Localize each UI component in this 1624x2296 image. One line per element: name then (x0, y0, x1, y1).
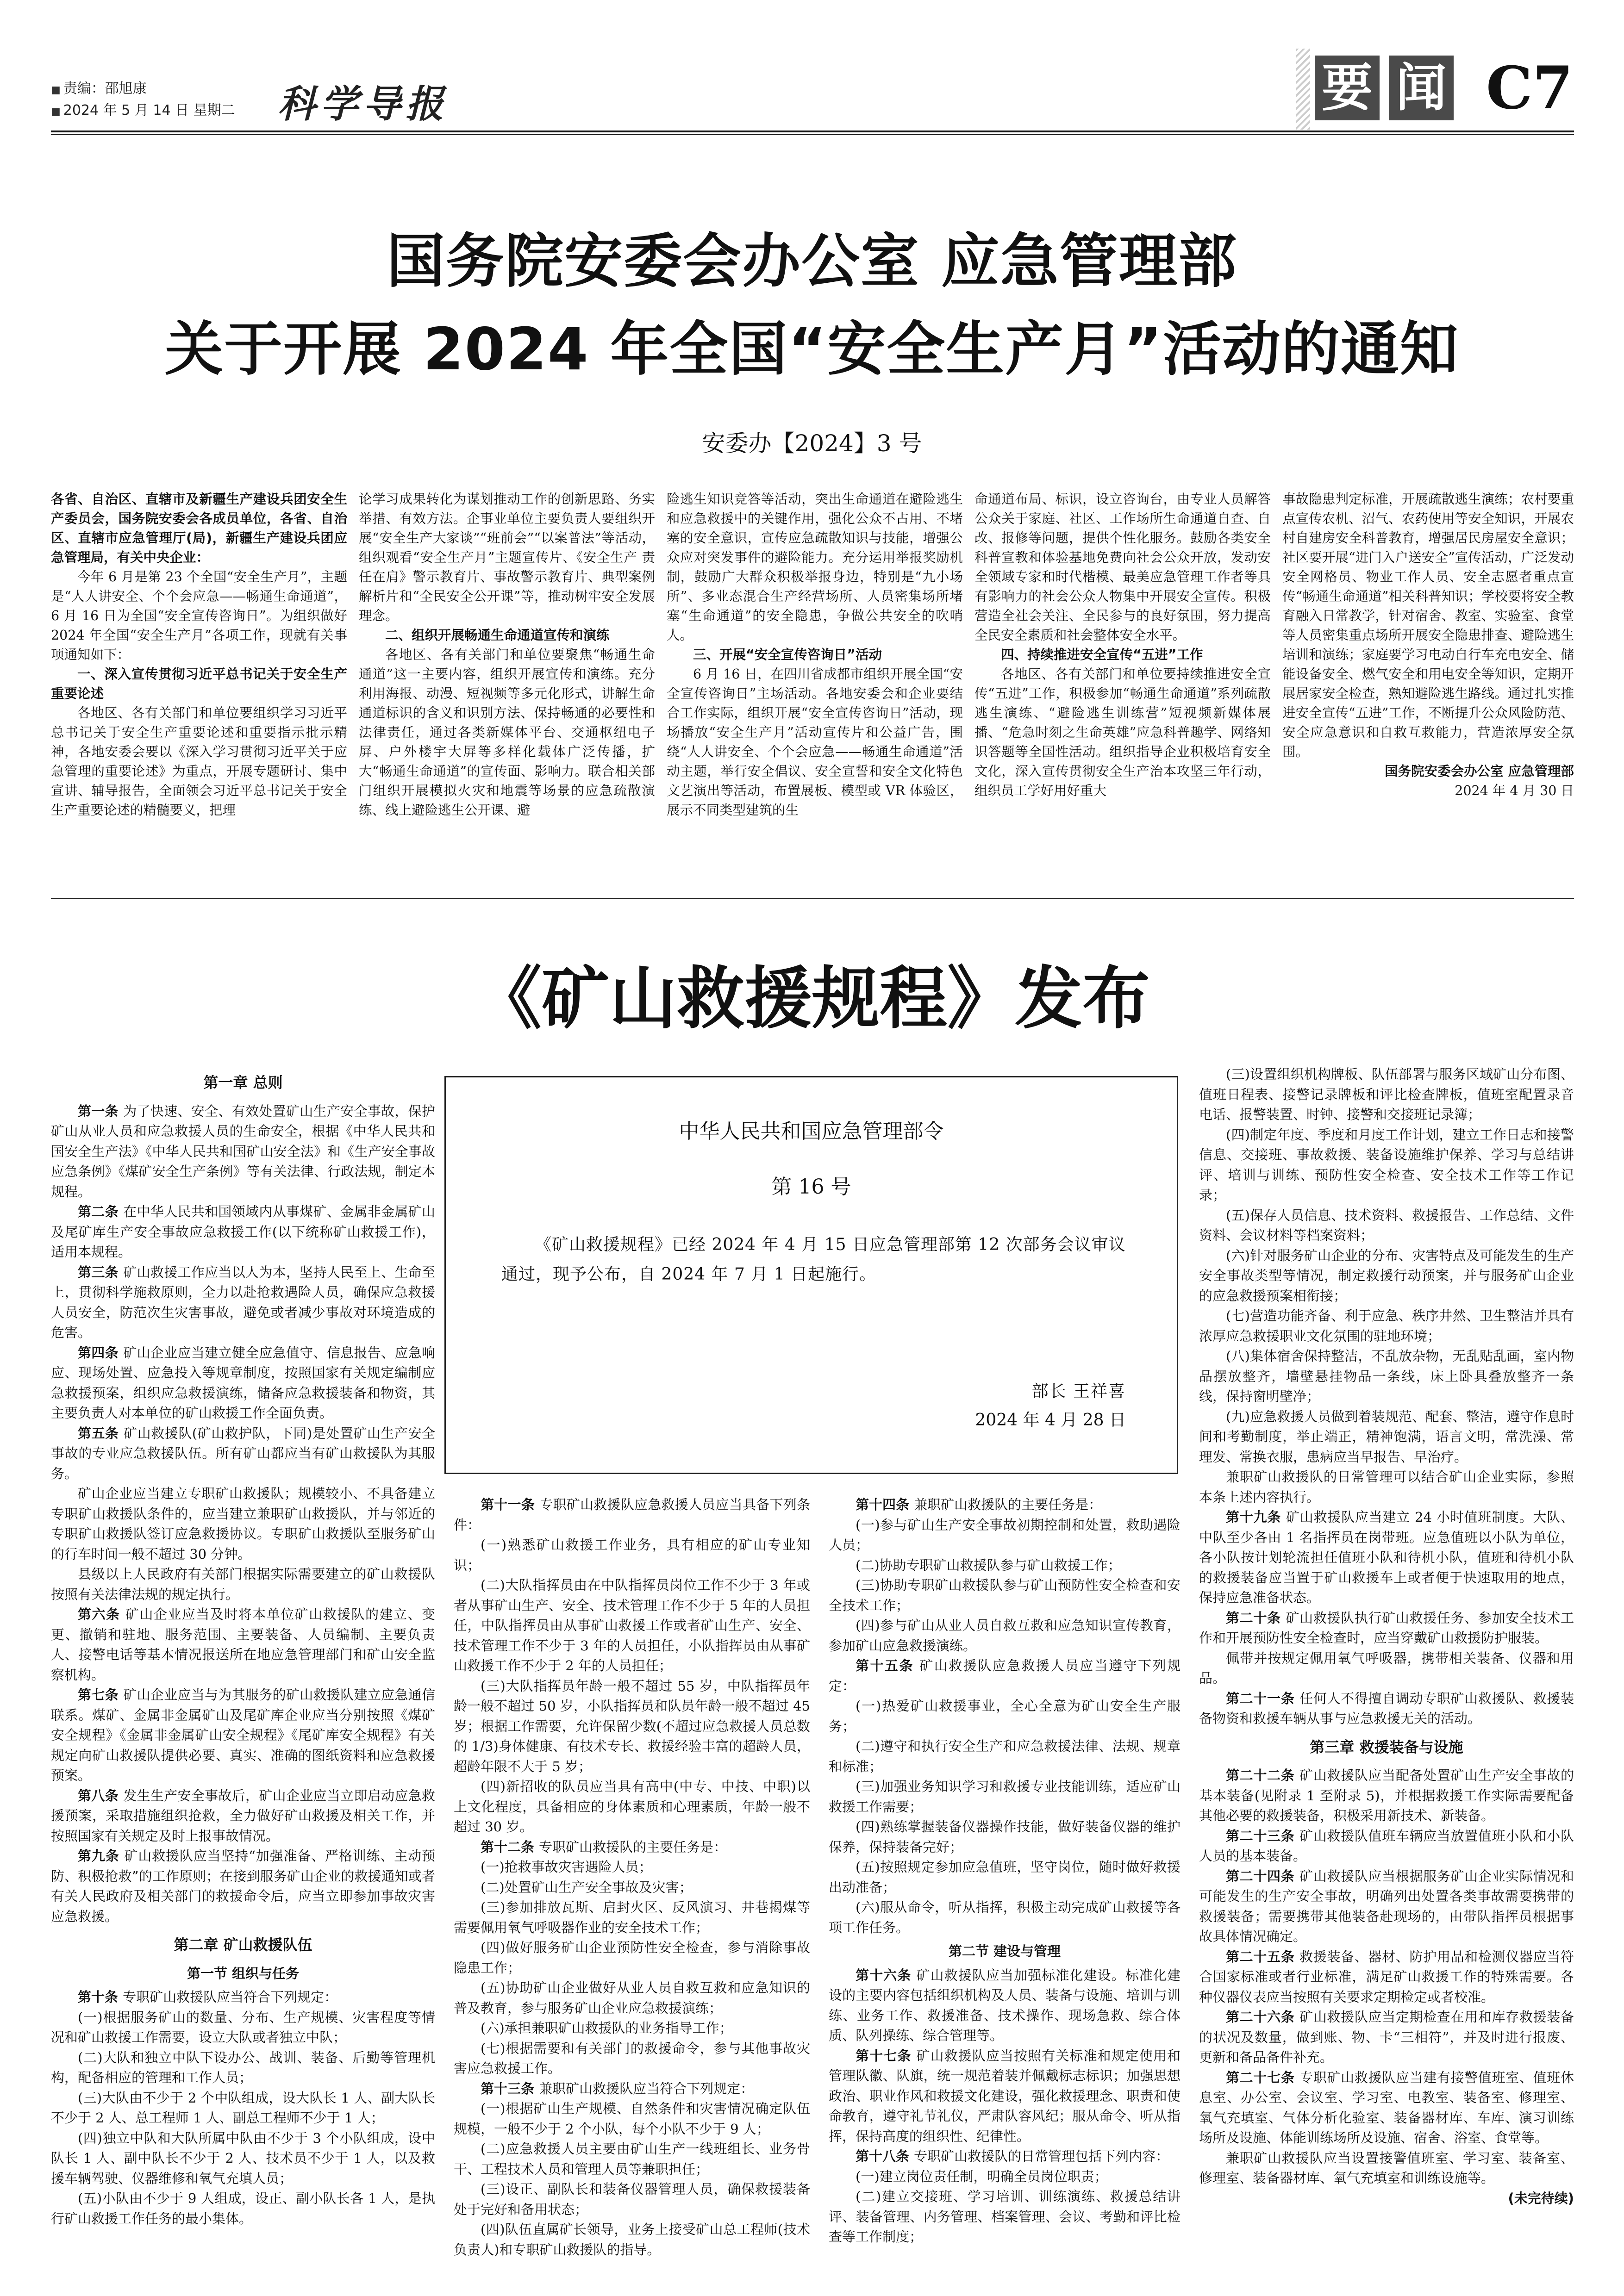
paragraph: 各地区、各有关部门和单位要聚焦“畅通生命通道”这一主要内容，组织开展宣传和演练。充分利用海报、动漫、短视频等多元化形式，讲解生命通道标识的含义和识别方法、保持畅通的必要性和法律责任，通过各类新媒体平台、交通枢纽电子屏、户外楼宇大屏等多样化载体广泛传播，扩大“畅通生命通道”的宣传面、影响力。联合相关部门组织开展模拟火灾和地震等场景的应急疏散演练、线上避险逃生公开课、避 (359, 647, 655, 818)
article1-doc-number: 安委办【2024】3 号 (702, 430, 922, 457)
article-paragraph (1199, 1507, 1574, 1608)
paragraph: (二)大队和独立中队下设办公、战训、装备、后勤等管理机构，配备相应的管理和工作人员； (51, 2049, 435, 2085)
article2-column-4 (1199, 1064, 1574, 2286)
paragraph: (六)针对服务矿山企业的分布、灾害特点及可能发生的生产安全事故类型等情况，制定救援行动预案，并与服务矿山企业的应急救援预案相衔接； (1199, 1247, 1574, 1304)
paragraph: (二)大队指挥员由在中队指挥员岗位工作不少于 3 年或者从事矿山生产、安全、技术管理工作不少于 5 年的人员担任，中队指挥员由从事矿山救援工作或者矿山生产、安全、技术管理工作不少于 3 年的人员担任，小队指挥员由从事矿山救援工作不少于 2 年的人员担任； (454, 1577, 810, 1674)
article-paragraph (829, 1966, 1181, 2046)
section-subheading: 第一节 组织与任务 (187, 1965, 300, 1981)
article-text: 矿山救援队应当配备处置矿山生产安全事故的基本装备(见附录 1 至附录 5)，并根据救援工作实际需要配备其他必要的救援装备，积极采用新技术、新装备。 (1199, 1767, 1574, 1823)
section-heading: 一、深入宣传贯彻习近平总书记关于安全生产重要论述 (51, 666, 347, 701)
article-number: 第二十七条 (1226, 2069, 1300, 2085)
paragraph: (一)建立岗位责任制，明确全员岗位职责； (856, 2168, 1108, 2184)
chapter-heading: 第三章 救援装备与设施 (1310, 1738, 1463, 1756)
article-number: 第十九条 (1226, 1509, 1287, 1525)
article-number: 第十一条 (481, 1497, 540, 1512)
article-text: 矿山救援队应当定期检查在用和库存救援装备的状况及数量，做到账、物、卡“三相符”，并及时进行报废、更新和备品备件补充。 (1199, 2009, 1574, 2065)
article-paragraph (51, 1605, 435, 1685)
section-heading: 三、开展“安全宣传咨询日”活动 (693, 647, 882, 662)
paragraph: (七)根据需要和有关部门的救援命令，参与其他事故灾害应急救援工作。 (454, 2040, 810, 2076)
paragraph: (四)队伍直属矿长领导，业务上接受矿山总工程师(技术负责人)和专职矿山救援队的指导。 (454, 2221, 810, 2258)
article-text: 为了快速、安全、有效处置矿山生产安全事故，保护矿山从业人员和应急救援人员的生命安全，根据《中华人民共和国安全生产法》《中华人民共和国矿山安全法》和《生产安全事故应急条例》《煤矿安全生产条例》等有关法律、行政法规，制定本规程。 (51, 1103, 435, 1200)
article-paragraph (51, 1987, 435, 2008)
article-text: 发生生产安全事故后，矿山企业应当立即启动应急救援预案，采取措施组织抢救，全力做好矿山救援及相关工作，并按照国家有关规定及时上报事故情况。 (51, 1787, 435, 1844)
article-text: 在中华人民共和国领域内从事煤矿、金属非金属矿山及尾矿库生产安全事故应急救援工作(以下统称矿山救援工作)，适用本规程。 (51, 1204, 435, 1260)
article-text: 救援装备、器材、防护用品和检测仪器应当符合国家标准或者行业标准，满足矿山救援工作的特殊需要。各种仪器仪表应当按照有关要求定期检定或者校准。 (1199, 1948, 1574, 2005)
article1-column-3 (667, 490, 963, 855)
paragraph: 兼职矿山救援队应当设置接警值班室、学习室、装备室、修理室、装备器材库、氧气充填室和训练设施等。 (1199, 2150, 1574, 2186)
paragraph: (七)营造功能齐备、利于应急、秩序井然、卫生整洁并具有浓厚应急救援职业文化氛围的驻地环境； (1199, 1308, 1574, 1344)
article1-column-5 (1282, 490, 1574, 855)
article-paragraph (1199, 1826, 1574, 1867)
article-text: 兼职矿山救援队应当符合下列规定： (539, 2080, 754, 2097)
section-heading: 二、组织开展畅通生命通道宣传和演练 (385, 628, 610, 643)
paragraph: (六)承担兼职矿山救援队的业务指导工作； (481, 2020, 733, 2036)
paragraph: 6 月 16 日，在四川省成都市组织开展全国“安全宣传咨询日”主场活动。各地安委会和企业要结合工作实际，组织开展“安全宣传咨询日”活动，现场播放“安全生产月”活动宣传片和公益广告，围绕“人人讲安全、个个会应急——畅通生命通道”活动主题，举行安全倡议、安全宣誓和安全文化特色文艺演出等活动，布置展板、模型或 VR 体验区，展示不同类型建筑的生 (667, 666, 963, 818)
order-number: 第 16 号 (771, 1175, 851, 1199)
article-paragraph (454, 1495, 810, 1535)
article-text: 矿山企业应当与为其服务的矿山救援队建立应急通信联系。煤矿、金属非金属矿山及尾矿库企业应当分别按照《煤矿安全规程》《金属非金属矿山安全规程》《尾矿库安全规程》有关规定向矿山救援队提供必要、真实、准确的图纸资料和应急救援预案。 (51, 1687, 435, 1783)
paragraph: (三)参加排放瓦斯、启封火区、反风演习、井巷揭煤等需要佩用氧气呼吸器作业的安全技术工作； (454, 1899, 810, 1935)
paragraph: (六)服从命令，听从指挥，积极主动完成矿山救援等各项工作任务。 (829, 1899, 1181, 1935)
paragraph: (五)协助矿山企业做好从业人员自救互救和应急知识的普及教育，参与服务矿山企业应急救援演练； (454, 1980, 810, 2016)
chapter-heading: 第一章 总则 (203, 1074, 283, 1091)
paragraph: (四)参与矿山从业人员自救互救和应急知识宣传教育，参加矿山应急救援演练。 (829, 1618, 1181, 1654)
header-rule-thin (51, 134, 1574, 135)
article-number: 第十三条 (481, 2080, 539, 2097)
paragraph: (四)做好服务矿山企业预防性安全检查，参与消除事故隐患工作； (454, 1940, 810, 1976)
article1-title-line2: 关于开展 2024 年全国“安全生产月”活动的通知 (164, 315, 1460, 383)
header-hatch-decoration (1296, 49, 1310, 130)
section-char-1: 要 (1315, 56, 1380, 120)
salutation: 命通道布局、标识，设立咨询台，由专业人员解答公众关于家庭、社区、工作场所生命通道自查、自改、报修等问题，提供个性化服务。鼓励各类安全科普宣教和体验基地免费向社会公众开放，发动安全领域专家和时代楷模、最美应急管理工作者等具有影响力的社会公众人物集中开展安全宣传。积极营造全社会关注、全民参与的良好氛围，努力提高全民安全素质和社会整体安全水平。 (974, 492, 1271, 643)
article-text: 任何人不得擅自调动专职矿山救援队、救援装备物资和救援车辆从事与应急救援无关的活动。 (1199, 1690, 1574, 1726)
section-char-2: 闻 (1389, 56, 1454, 120)
article1-title-line1: 国务院安委会办公室 应急管理部 (387, 227, 1237, 295)
paragraph: 各地区、各有关部门和单位要持续推进安全宣传“五进”工作，积极参加“畅通生命通道”系列疏散逃生演练、“避险逃生训练营”短视频新媒体展播、“危急时刻之生命英雄”应急科普趣学、网络知识答题等全国性活动。组织指导企业积极培育安全文化，深入宣传贯彻安全生产治本攻坚三年行动，组织员工学好用好重大 (974, 666, 1271, 798)
article-text: 专职矿山救援队应急救援人员应当具备下列条件： (454, 1497, 810, 1533)
paragraph: (五)小队由不少于 9 人组成，设正、副小队长各 1 人，是执行矿山救援工作任务的最小集体。 (51, 2190, 435, 2227)
article2-title: 《矿山救援规程》发布 (474, 959, 1150, 1038)
signature: 国务院安委会办公室 应急管理部 (1385, 764, 1574, 779)
article-text: 兼职矿山救援队的主要任务是： (914, 1497, 1102, 1512)
article-paragraph (51, 1263, 435, 1343)
article-text: 矿山救援队值班车辆应当放置值班小队和小队人员的基本装备。 (1199, 1828, 1574, 1864)
paragraph: (一)熟悉矿山救援工作业务，具有相应的矿山专业知识； (454, 1537, 810, 1573)
article-paragraph (51, 1685, 435, 1786)
article2-column-1 (51, 1064, 435, 2286)
paragraph: (一)参与矿山生产安全事故初期控制和处置，救助遇险人员； (829, 1517, 1181, 1553)
paragraph: (三)协助专职矿山救援队参与矿山预防性安全检查和安全技术工作； (829, 1577, 1181, 1613)
paragraph: 佩带并按规定佩用氧气呼吸器，携带相关装备、仪器和用品。 (1199, 1650, 1574, 1686)
paragraph: 县级以上人民政府有关部门根据实际需要建立的矿山救援队按照有关法律法规的规定执行。 (51, 1566, 435, 1602)
paragraph: (三)设正、副队长和装备仪器管理人员，确保救援装备处于完好和备用状态； (454, 2181, 810, 2217)
article-number: 第十二条 (481, 1839, 539, 1855)
chapter-heading: 第二章 矿山救援队伍 (174, 1936, 312, 1954)
article-text: 专职矿山救援队应当符合下列规定： (123, 1989, 338, 2005)
paragraph: (三)设置组织机构牌板、队伍部署与服务区域矿山分布图、值班日程表、接警记录牌板和评比检查牌板，值班室配置录音电话、报警装置、时钟、接警和交接班记录簿； (1199, 1066, 1574, 1122)
paragraph: (二)协助专职矿山救援队参与矿山救援工作； (856, 1557, 1121, 1573)
article-number: 第九条 (78, 1848, 125, 1864)
paragraph: (三)大队由不少于 2 个中队组成，设大队长 1 人、副大队长不少于 2 人、总工程师 1 人、副总工程师不少于 1 人； (51, 2090, 435, 2126)
order-body: 《矿山救援规程》已经 2024 年 4 月 15 日应急管理部第 12 次部务会议审议通过，现予公布，自 2024 年 7 月 1 日起施行。 (501, 1235, 1126, 1284)
article-number: 第十五条 (856, 1658, 920, 1674)
article-paragraph (1199, 1608, 1574, 1649)
article-paragraph (1199, 1947, 1574, 2008)
article-number: 第十条 (78, 1989, 123, 2005)
paragraph: (二)遵守和执行安全生产和应急救援法律、法规、规章和标准； (829, 1738, 1181, 1774)
page-number: C7 (1486, 54, 1573, 122)
article-number: 第七条 (78, 1687, 124, 1703)
article-paragraph (829, 2147, 1181, 2167)
article-number: 第八条 (78, 1787, 124, 1804)
page-header-meta (51, 79, 235, 122)
article-number: 第二十一条 (1226, 1690, 1300, 1706)
paragraph: (五)保存人员信息、技术资料、救援报告、工作总结、文件资料、会议材料等档案资料； (1199, 1207, 1574, 1243)
paragraph: 今年 6 月是第 23 个全国“安全生产月”，主题是“人人讲安全、个个会应急——畅通生命通道”，6 月 16 日为全国“安全宣传咨询日”。为组织做好 2024 年全国“安全生产月”各项工作，现就有关事项通知如下： (51, 569, 347, 662)
paragraph: (一)抢救事故灾害遇险人员； (481, 1859, 652, 1875)
section-subheading: 第二节 建设与管理 (948, 1943, 1061, 1959)
article-paragraph (1199, 1689, 1574, 1729)
paragraph: (四)新招收的队员应当具有高中(中专、中技、中职)以上文化程度，具备相应的身体素质和心理素质，年龄一般不超过 30 岁。 (454, 1779, 810, 1835)
article-number: 第一条 (78, 1103, 124, 1119)
to-be-continued: (未完待续) (1508, 2190, 1574, 2206)
paragraph: (一)根据服务矿山的数量、分布、生产规模、灾害程度等情况和矿山救援工作需要，设立大队或者独立中队； (51, 2009, 435, 2045)
section-heading: 四、持续推进安全宣传“五进”工作 (1001, 647, 1203, 662)
article-number: 第二十二条 (1226, 1767, 1300, 1783)
article-text: 矿山救援队应当按照有关标准和规定使用和管理队徽、队旗，统一规范着装并佩戴标志标识；加强思想政治、职业作风和救援文化建设，强化救援理念、职责和使命教育，遵守礼节礼仪，严肃队容风纪；服从命令、听从指挥，保持高度的组织性、纪律性。 (829, 2047, 1181, 2144)
article-text: 专职矿山救援队应当建有接警值班室、值班休息室、办公室、会议室、学习室、电教室、装备室、修理室、氧气充填室、气体分析化验室、装备器材库、车库、演习训练场所及设施、体能训练场所及设施、宿舍、浴室、食堂等。 (1199, 2069, 1574, 2146)
article-paragraph (1199, 1766, 1574, 1826)
article2-column-2 (454, 1495, 810, 2286)
article-text: 矿山救援队应当加强标准化建设。标准化建设的主要内容包括组织机构及人员、装备与设施、培训与训练、业务工作、救援准备、技术操作、现场急救、综合体质、队列操练、综合管理等。 (829, 1967, 1181, 2043)
article-paragraph (51, 1202, 435, 1263)
article-number: 第六条 (78, 1606, 125, 1622)
date-line: ■ 2024 年 5 月 14 日 星期二 (51, 100, 235, 122)
article1-column-2 (359, 490, 655, 855)
article-text: 矿山企业应当建立健全应急值守、信息报告、应急响应、现场处置、应急投入等规章制度，按照国家有关规定编制应急救援预案，组织应急救援演练，储备应急救援装备和物资，其主要负责人对本单位的矿山救援工作全面负责。 (51, 1344, 435, 1421)
paragraph: (五)按照规定参加应急值班，坚守岗位，随时做好救援出动准备； (829, 1859, 1181, 1895)
article-text: 专职矿山救援队的主要任务是： (539, 1839, 727, 1855)
article-number: 第二十五条 (1226, 1948, 1300, 1965)
paragraph: (二)建立交接班、学习培训、训练演练、救援总结讲评、装备管理、内务管理、档案管理、会议、考勤和评比检查等工作制度； (829, 2189, 1181, 2245)
article-paragraph (829, 2046, 1181, 2147)
article-paragraph (1199, 1867, 1574, 1947)
article-number: 第二十六条 (1226, 2009, 1300, 2025)
article-paragraph (829, 1656, 1181, 1696)
article-number: 第二十条 (1226, 1610, 1286, 1626)
article-text: 矿山企业应当及时将本单位矿山救援队的建立、变更、撤销和驻地、服务范围、主要装备、人员编制、主要负责人、接警电话等基本情况报送所在地应急管理部门和矿山安全监察机构。 (51, 1606, 435, 1683)
article-paragraph (454, 1837, 810, 1858)
paragraph: (八)集体宿舍保持整洁，不乱放杂物，无乱贴乱画，室内物品摆放整齐，墙壁悬挂物品一条线，床上卧具叠放整齐一条线，保持窗明壁净； (1199, 1348, 1574, 1404)
paragraph: (三)加强业务知识学习和救援专业技能训练，适应矿山救援工作需要； (829, 1779, 1181, 1815)
article-number: 第四条 (78, 1344, 124, 1361)
paragraph: 矿山企业应当建立专职矿山救援队；规模较小、不具备建立专职矿山救援队条件的，应当建立兼职矿山救援队，并与邻近的专职矿山救援队签订应急救援协议。专职矿山救援队至服务矿山的行车时间一般不超过 30 分钟。 (51, 1486, 435, 1562)
article-paragraph (51, 1846, 435, 1927)
salutation: 论学习成果转化为谋划推动工作的创新思路、务实举措、有效方法。企事业单位主要负责人要组织开展“安全生产大家谈”“班前会”“以案普法”等活动，组织观看“安全生产月”主题宣传片、《安全生产 责任在肩》警示教育片、事故警示教育片、典型案例解析片和“全民安全公开课”等，推动树牢安全发展理念。 (359, 492, 655, 623)
article-text: 矿山救援队应当根据服务矿山企业实际情况和可能发生的生产安全事故，明确列出处置各类事故需要携带的救援装备；需要携带其他装备赴现场的，由带队指挥员根据事故具体情况确定。 (1199, 1868, 1574, 1944)
paragraph: (四)独立中队和大队所属中队由不少于 3 个小队组成，设中队长 1 人、副中队长不少于 2 人、技术员不少于 1 人，以及救援车辆驾驶、仪器维修和氧气充填人员； (51, 2130, 435, 2186)
paragraph: (二)应急救援人员主要由矿山生产一线班组长、业务骨干、工程技术人员和管理人员等兼职担任； (454, 2141, 810, 2177)
article-number: 第十六条 (856, 1967, 917, 1983)
article-text: 矿山救援队应当建立 24 小时值班制度。大队、中队至少各由 1 名指挥员在岗带班。应急值班以小队为单位，各小队按计划轮流担任值班小队和待机小队，值班和待机小队的救援装备应当置于矿山救援车上或者便于快速取用的地点，保持应急准备状态。 (1199, 1509, 1574, 1605)
article-paragraph (51, 1343, 435, 1424)
article-number: 第二十四条 (1226, 1868, 1300, 1884)
article-number: 第三条 (78, 1264, 124, 1280)
article-text: 矿山救援队(矿山救护队，下同)是处置矿山生产安全事故的专业应急救援队伍。所有矿山都应当有矿山救援队为其服务。 (51, 1425, 435, 1481)
paragraph: (九)应急救援人员做到着装规范、配套、整洁，遵守作息时间和考勤制度，举止端正，精神饱满，语言文明，常洗澡、常理发、常换衣服，患病应当早报告、早治疗。 (1199, 1408, 1574, 1465)
paragraph: 各地区、各有关部门和单位要组织学习习近平总书记关于安全生产重要论述和重要指示批示精神，各地安委会要以《深入学习贯彻习近平关于应急管理的重要论述》为重点，开展专题研讨、集中宣讲、辅导报告，全面领会习近平总书记关于安全生产重要论述的精髓要义，把理 (51, 705, 347, 818)
order-date: 2024 年 4 月 28 日 (975, 1411, 1126, 1430)
article-paragraph (829, 1495, 1181, 1515)
paragraph: (三)大队指挥员年龄一般不超过 55 岁，中队指挥员年龄一般不超过 50 岁，小队指挥员和队员年龄一般不超过 45 岁；根据工作需要，允许保留少数(不超过应急救援人员总数的 1/3)身体健康、有技术专长、救援经验丰富的超龄人员，超龄年限不大于 5 岁； (454, 1678, 810, 1774)
ministry-order-box (444, 1076, 1178, 1474)
paragraph: (二)处置矿山生产安全事故及灾害； (481, 1879, 693, 1895)
paragraph: (一)热爱矿山救援事业，全心全意为矿山安全生产服务； (829, 1698, 1181, 1734)
article2-column-3 (829, 1495, 1181, 2286)
article-separator (51, 898, 1574, 899)
article-number: 第十七条 (856, 2047, 917, 2064)
order-signer: 部长 王祥喜 (1031, 1382, 1126, 1401)
paragraph: 兼职矿山救援队的日常管理可以结合矿山企业实际，参照本条上述内容执行。 (1199, 1469, 1574, 1505)
order-issuer: 中华人民共和国应急管理部令 (679, 1120, 944, 1143)
salutation: 各省、自治区、直辖市及新疆生产建设兵团安全生产委员会，国务院安委会各成员单位，各省、自治区、直辖市应急管理厅(局)，新疆生产建设兵团应急管理局，有关中央企业： (51, 492, 347, 565)
article-number: 第五条 (78, 1425, 124, 1441)
header-rule (51, 131, 1574, 132)
article-paragraph (1199, 2068, 1574, 2148)
article-text: 矿山救援队应当坚持“加强准备、严格训练、主动预防、积极抢救”的工作原则；在接到服务矿山企业的救援通知或者有关人民政府及相关部门的救援命令后，应当立即参加事故灾害应急救援。 (51, 1848, 435, 1924)
article-text: 矿山救援工作应当以人为本，坚持人民至上、生命至上，贯彻科学施救原则，全力以赴抢救遇险人员，确保应急救援人员安全，防范次生灾害事故，避免或者减少事故对环境造成的危害。 (51, 1264, 435, 1340)
article-paragraph (51, 1101, 435, 1202)
article-number: 第十四条 (856, 1497, 914, 1512)
article-text: 矿山救援队执行矿山救援任务、参加安全技术工作和开展预防性安全检查时，应当穿戴矿山救援防护服装。 (1199, 1610, 1574, 1646)
paragraph: (四)制定年度、季度和月度工作计划，建立工作日志和接警信息、交接班、事故救援、装备设施维护保养、学习与总结讲评、培训与训练、预防性安全检查、安全技术工作等工作记录； (1199, 1126, 1574, 1203)
article-paragraph (51, 1786, 435, 1847)
salutation: 事故隐患判定标准，开展疏散逃生演练；农村要重点宣传农机、沼气、农药使用等安全知识，开展农村自建房安全科普教育，增强居民房屋安全意识；社区要开展“进门入户送安全”宣传活动，广泛发动安全网格员、物业工作人员、安全志愿者重点宣传“畅通生命通道”相关科普知识；学校要将安全教育融入日常教学，针对宿舍、教室、实验室、食堂等人员密集重点场所开展安全隐患排查、避险逃生培训和演练；家庭要学习电动自行车充电安全、储能设备安全、燃气安全和用电安全等知识，定期开展居家安全检查，熟知避险逃生路线。通过扎实推进安全宣传“五进”工作，不断提升公众风险防范、安全应急意识和自救互救能力，营造浓厚安全氛围。 (1282, 492, 1574, 759)
signature-date: 2024 年 4 月 30 日 (1455, 783, 1574, 798)
article1-column-1 (51, 490, 347, 855)
article-number: 第十八条 (856, 2148, 914, 2164)
article-number: 第二十三条 (1226, 1828, 1300, 1844)
article-text: 专职矿山救援队的日常管理包括下列内容： (914, 2148, 1169, 2164)
article1-column-4 (974, 490, 1271, 855)
paragraph: (一)根据矿山生产规模、自然条件和灾害情况确定队伍规模，一般不少于 2 个小队，每个小队不少于 9 人； (454, 2101, 810, 2137)
article-paragraph (51, 1424, 435, 1484)
editor-line: ■ 责编：邵旭康 (51, 79, 235, 100)
masthead: 科学导报 (278, 82, 448, 126)
article-number: 第二条 (78, 1204, 124, 1220)
paragraph: (四)熟练掌握装备仪器操作技能，做好装备仪器的维护保养，保持装备完好； (829, 1819, 1181, 1855)
article-paragraph (1199, 2007, 1574, 2068)
article-paragraph (454, 2079, 810, 2099)
article-text: 矿山救援队应急救援人员应当遵守下列规定： (829, 1658, 1181, 1694)
salutation: 险逃生知识竞答等活动，突出生命通道在避险逃生和应急救援中的关键作用，强化公众不占用、不堵塞的安全意识，宣传应急疏散知识与技能，增强公众应对突发事件的避险能力。充分运用举报奖励机制，鼓励广大群众积极举报身边，特别是“九小场所”、多业态混合生产经营场所、人员密集场所堵塞“生命通道”的安全隐患，争做公共安全的吹哨人。 (667, 492, 963, 643)
